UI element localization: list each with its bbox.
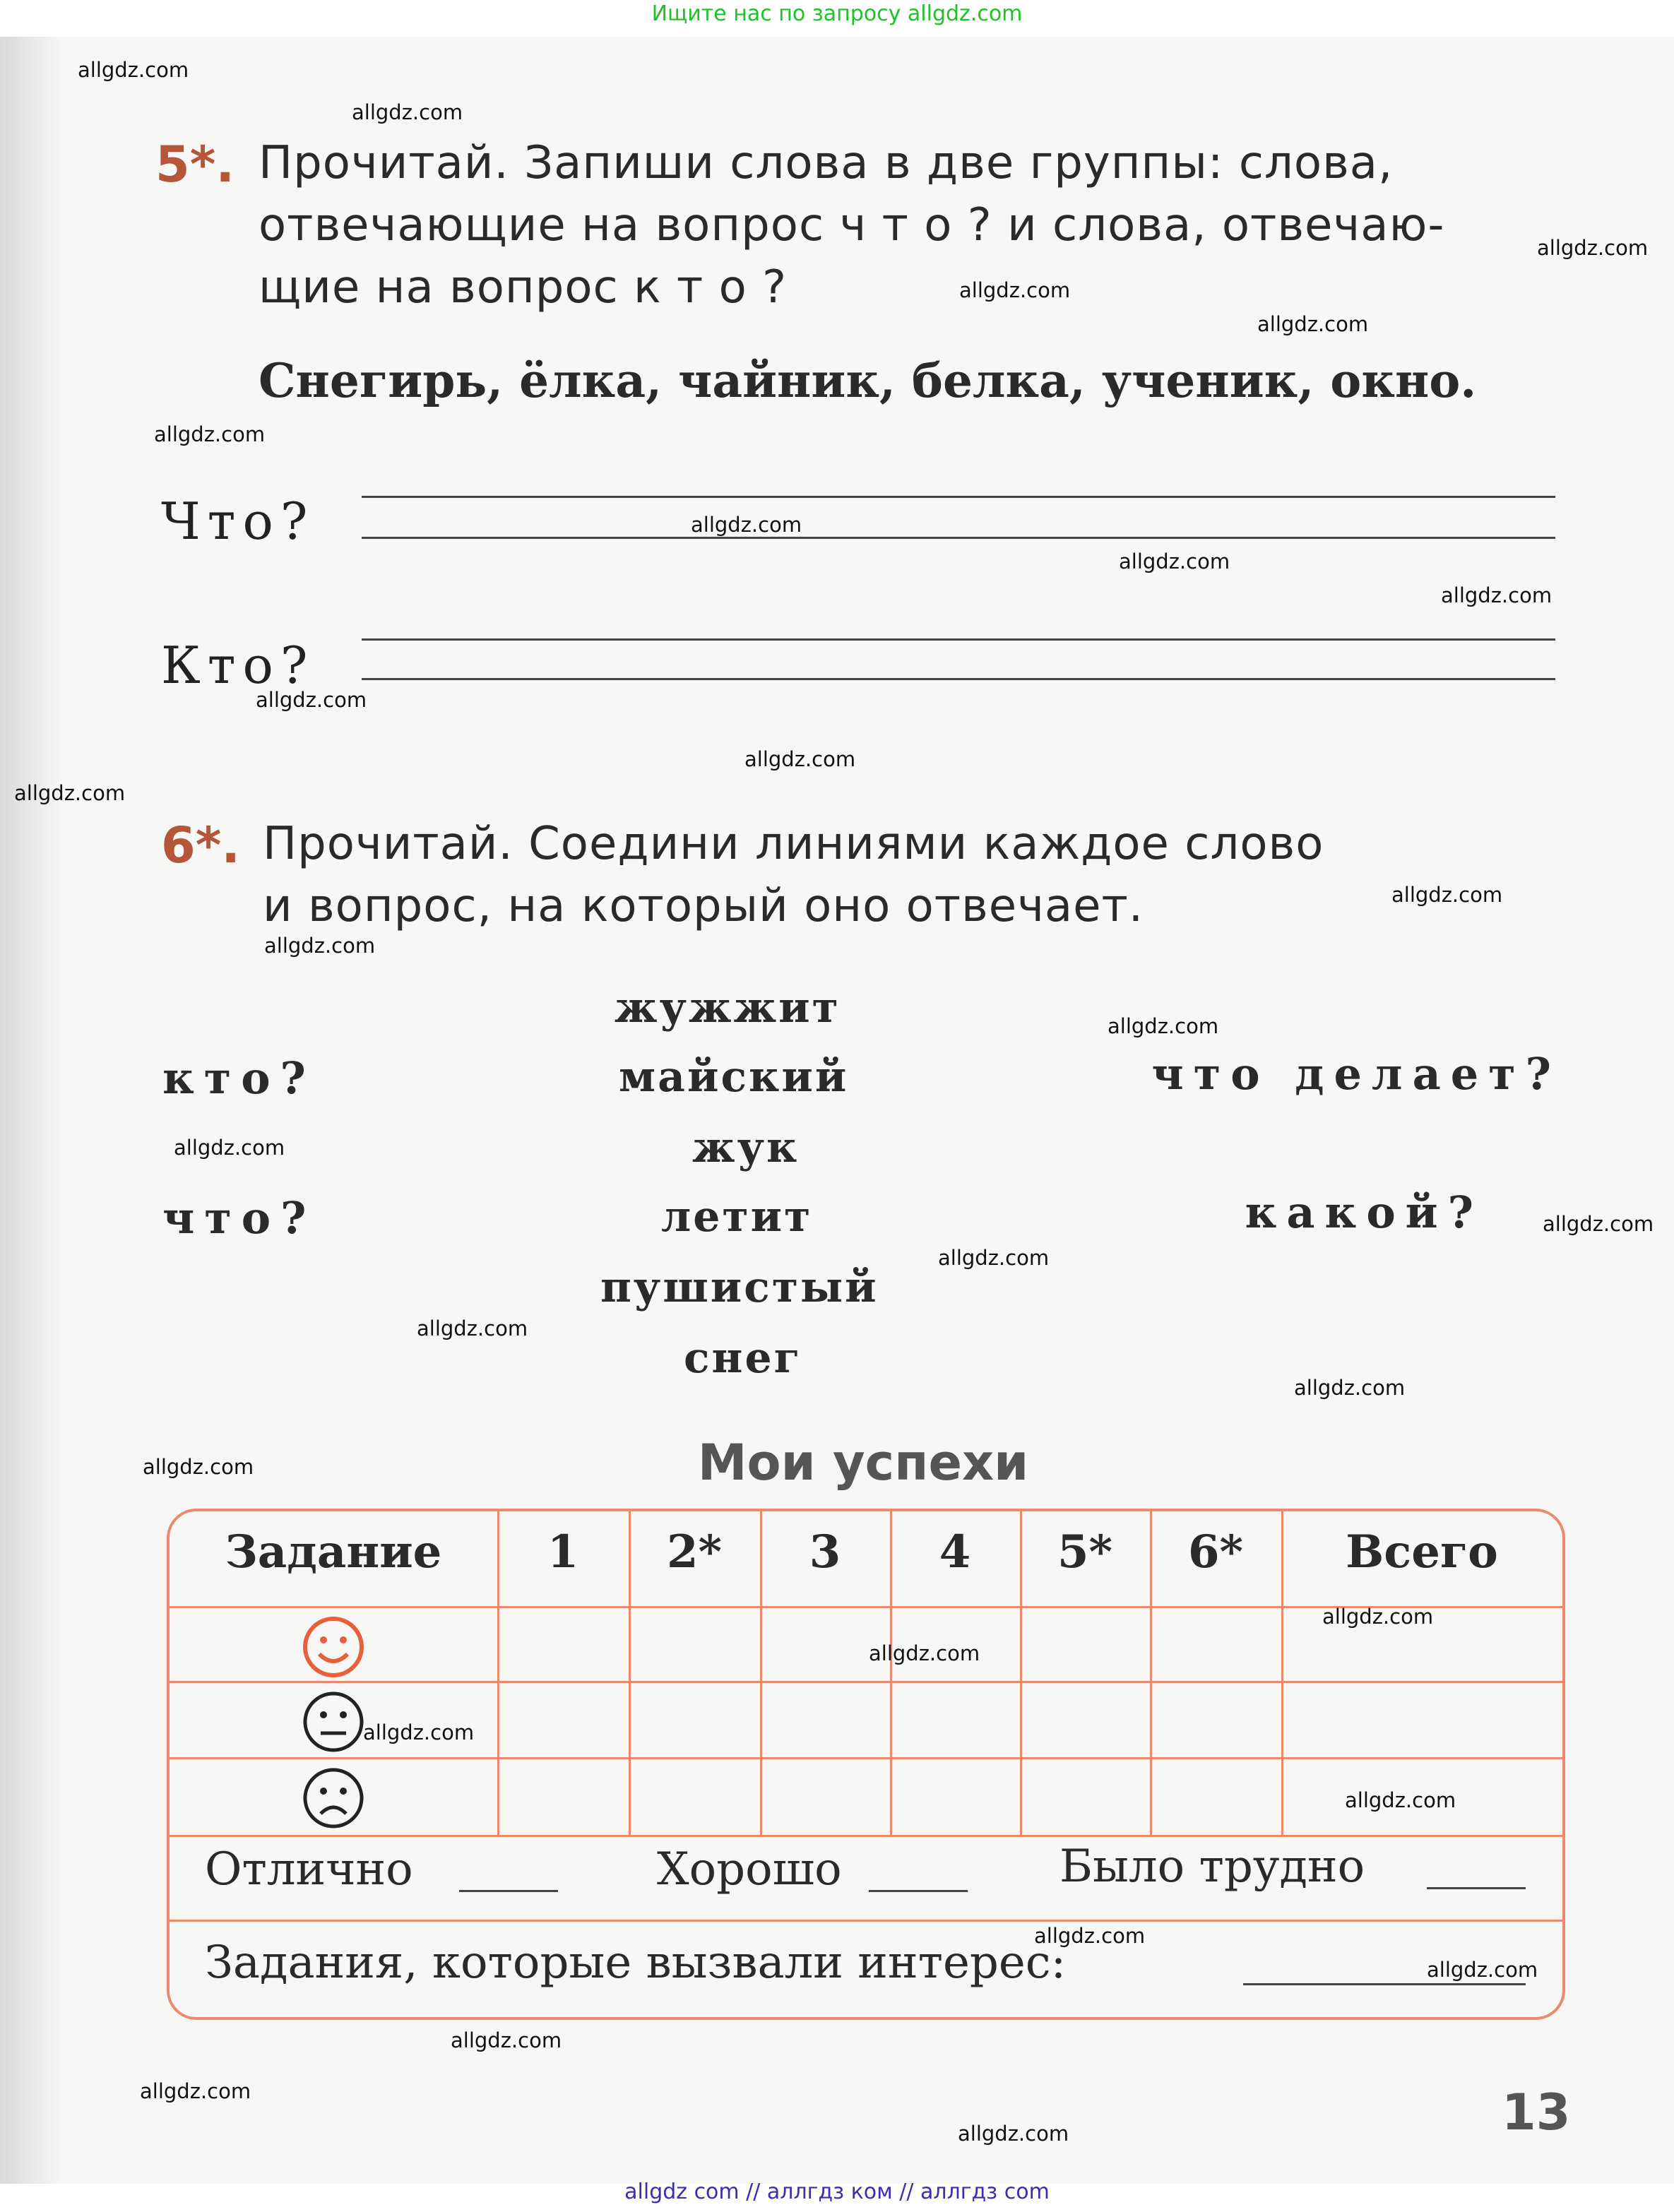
watermark: allgdz.com (1294, 1376, 1406, 1400)
neutral-icon (301, 1689, 366, 1754)
watermark: allgdz.com (14, 781, 126, 805)
sad-icon (301, 1766, 366, 1831)
watermark: allgdz.com (1391, 883, 1503, 907)
watermark: allgdz.com (1427, 1958, 1538, 1982)
watermark: allgdz.com (691, 513, 802, 537)
watermark: allgdz.com (264, 934, 376, 958)
watermark: allgdz.com (744, 747, 856, 771)
question-who-label: Кто? (161, 636, 315, 695)
watermark: allgdz.com (417, 1316, 528, 1340)
top-banner[interactable]: Ищите нас по запросу allgdz.com (651, 1, 1023, 26)
progress-title: Мои успехи (697, 1434, 1029, 1492)
watermark: allgdz.com (256, 688, 367, 712)
task6-number: 6*. (161, 816, 240, 874)
task5-word-list: Снегирь, ёлка, чайник, белка, ученик, окно. (259, 353, 1477, 408)
header-task: Задание (225, 1526, 442, 1578)
watermark: allgdz.com (1537, 236, 1649, 260)
watermark: allgdz.com (1322, 1605, 1434, 1629)
word-snow[interactable]: снег (684, 1333, 802, 1383)
answer-line-who-1[interactable] (362, 638, 1555, 641)
task6-line-2: и вопрос, на который оно отвечает. (263, 880, 1144, 932)
header-6: 6* (1188, 1526, 1243, 1578)
watermark: allgdz.com (174, 1136, 285, 1160)
rating-excellent: Отлично (205, 1843, 413, 1896)
progress-table (167, 1509, 1565, 2020)
smile-icon (301, 1615, 366, 1679)
answer-line-who-2[interactable] (362, 678, 1555, 680)
table-divider (170, 1681, 1562, 1683)
watermark: allgdz.com (352, 100, 463, 124)
table-divider (170, 1920, 1562, 1922)
watermark: allgdz.com (959, 278, 1071, 302)
table-divider (170, 1757, 1562, 1759)
rating-hard-line[interactable] (1427, 1887, 1526, 1889)
header-2: 2* (667, 1526, 722, 1578)
watermark: allgdz.com (1257, 312, 1369, 336)
word-flies[interactable]: летит (661, 1192, 813, 1242)
watermark: allgdz.com (143, 1455, 254, 1479)
task6-line-1: Прочитай. Соедини линиями каждое слово (263, 818, 1324, 870)
page-number: 13 (1502, 2083, 1571, 2141)
question-what[interactable]: что? (162, 1192, 316, 1244)
header-5: 5* (1057, 1526, 1112, 1578)
rating-good: Хорошо (657, 1843, 842, 1896)
answer-line-what-2[interactable] (362, 537, 1555, 539)
header-4: 4 (939, 1526, 971, 1578)
interest-line[interactable] (1243, 1983, 1526, 1985)
word-may[interactable]: майский (619, 1052, 849, 1102)
rating-hard: Было трудно (1059, 1841, 1365, 1893)
task5-number: 5*. (155, 136, 235, 194)
header-3: 3 (809, 1526, 841, 1578)
word-buzzes[interactable]: жужжит (615, 983, 841, 1033)
task5-line-1: Прочитай. Запиши слова в две группы: слова, (259, 137, 1394, 189)
watermark: allgdz.com (1108, 1014, 1219, 1038)
watermark: allgdz.com (1119, 549, 1230, 573)
watermark: allgdz.com (363, 1720, 475, 1744)
watermark: allgdz.com (78, 58, 189, 82)
watermark: allgdz.com (154, 422, 266, 446)
watermark: allgdz.com (451, 2028, 562, 2052)
rating-good-line[interactable] (869, 1890, 968, 1892)
watermark: allgdz.com (1441, 583, 1553, 607)
word-fluffy[interactable]: пушистый (600, 1263, 879, 1312)
watermark: allgdz.com (1034, 1924, 1146, 1948)
answer-line-what-1[interactable] (362, 496, 1555, 498)
rating-excellent-line[interactable] (459, 1890, 558, 1892)
page-binding-shadow (0, 37, 62, 2184)
watermark: allgdz.com (958, 2122, 1069, 2146)
question-what-does[interactable]: что делает? (1151, 1048, 1561, 1100)
question-who[interactable]: кто? (162, 1052, 316, 1104)
interest-label: Задания, которые вызвали интерес: (205, 1937, 1067, 1989)
table-divider (170, 1835, 1562, 1837)
watermark: allgdz.com (1345, 1788, 1456, 1812)
task5-line-3: щие на вопрос к т о ? (259, 261, 788, 314)
question-what-label: Что? (161, 492, 315, 551)
header-total: Всего (1346, 1526, 1498, 1578)
watermark: allgdz.com (1543, 1212, 1654, 1236)
watermark: allgdz.com (938, 1246, 1050, 1270)
word-beetle[interactable]: жук (692, 1123, 800, 1172)
watermark: allgdz.com (869, 1641, 980, 1665)
question-which[interactable]: какой? (1245, 1187, 1483, 1238)
bottom-banner[interactable]: allgdz com // аллгдз ком // аллгдз com (624, 2180, 1050, 2204)
task5-line-2: отвечающие на вопрос ч т о ? и слова, отвечаю- (259, 199, 1445, 251)
header-1: 1 (547, 1526, 579, 1578)
watermark: allgdz.com (140, 2079, 251, 2103)
